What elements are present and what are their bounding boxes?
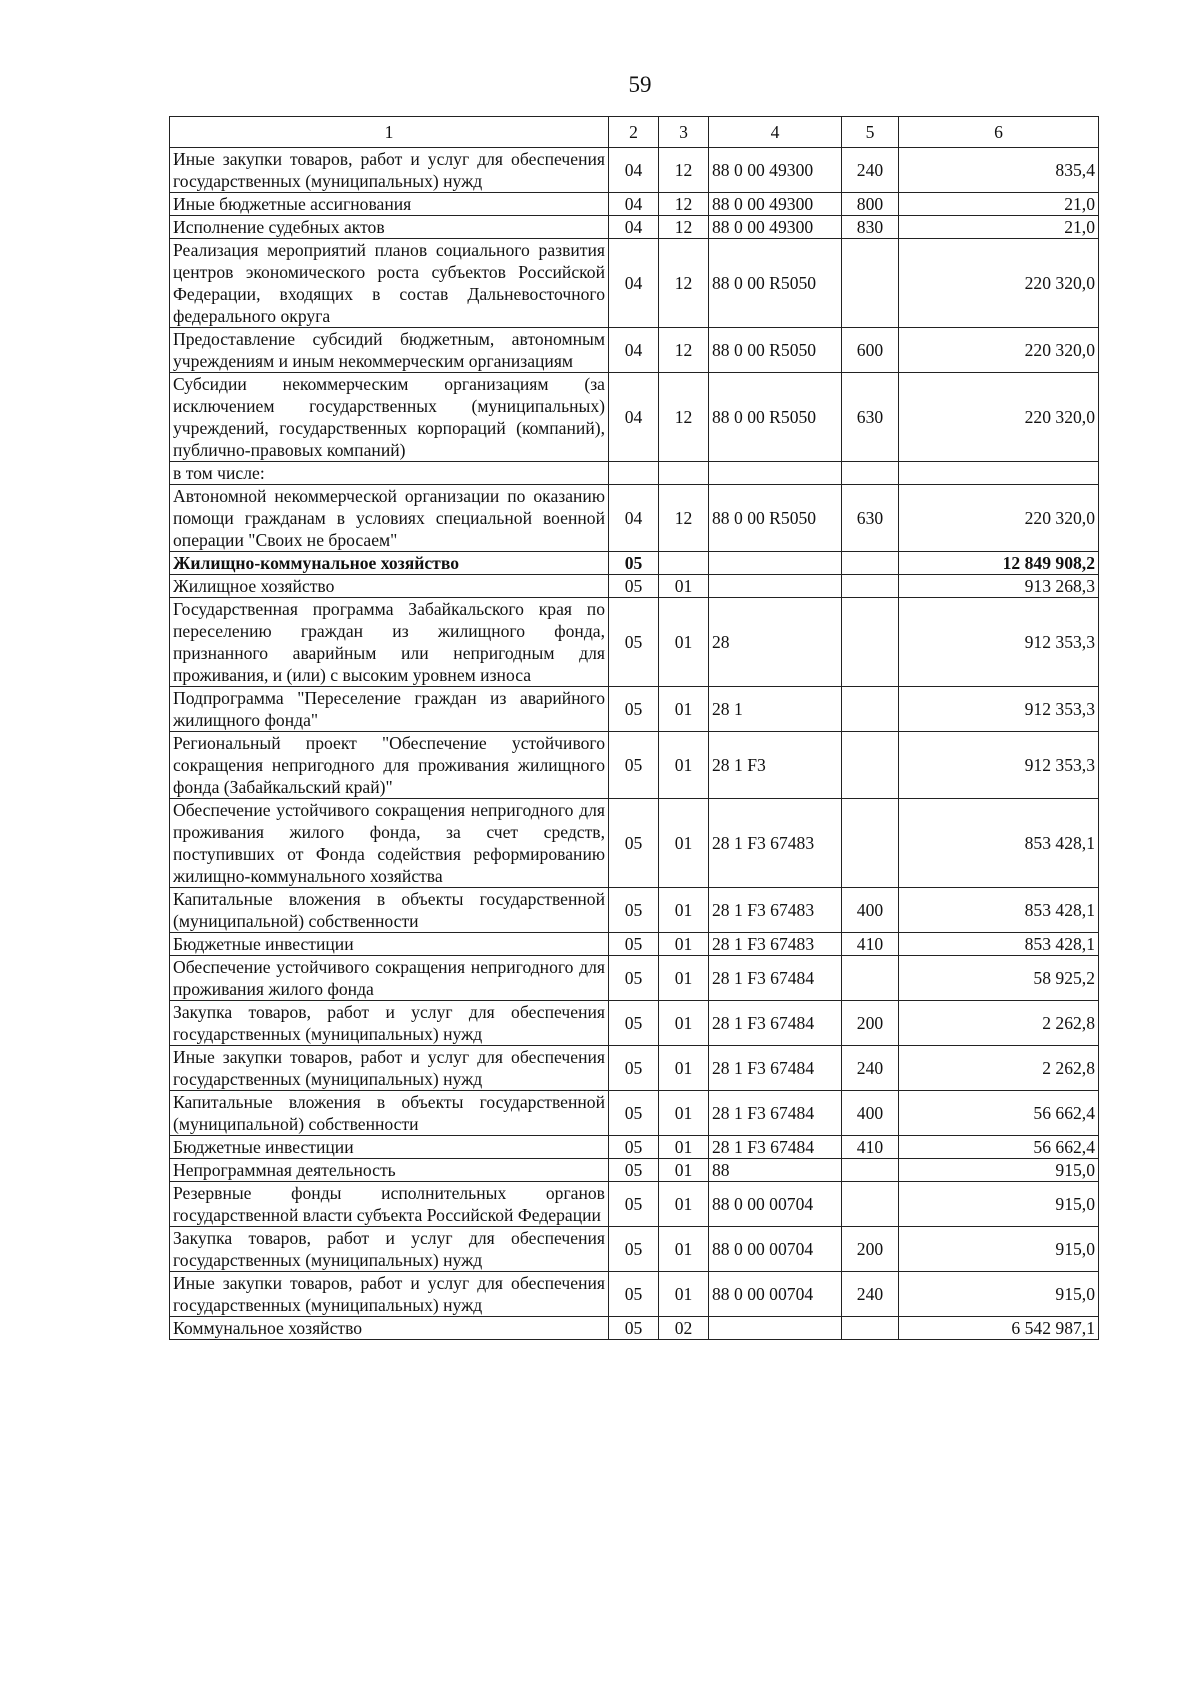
row-section-cell: 05: [609, 1001, 659, 1046]
row-code-cell: 28 1 F3 67484: [709, 1136, 842, 1159]
row-subsection-cell: 01: [659, 575, 709, 598]
table-row: [170, 575, 1099, 598]
row-amount-cell: 913 268,3: [899, 575, 1099, 598]
row-section-cell: 05: [609, 1046, 659, 1091]
row-name-cell: Обеспечение устойчивого сокращения непригодного для проживания жилого фонда: [170, 956, 609, 1001]
row-type-cell: 200: [842, 1001, 899, 1046]
row-code-cell: [709, 552, 842, 575]
row-subsection-cell: 12: [659, 373, 709, 462]
table-row: [170, 888, 1099, 933]
row-subsection-cell: 01: [659, 732, 709, 799]
row-section-cell: 04: [609, 485, 659, 552]
row-name-cell: Иные закупки товаров, работ и услуг для обеспечения государственных (муниципальных) нужд: [170, 148, 609, 193]
row-type-cell: 410: [842, 1136, 899, 1159]
table-body: [170, 148, 1099, 1340]
row-code-cell: 28 1 F3 67484: [709, 1001, 842, 1046]
row-name-cell: Резервные фонды исполнительных органов государственной власти субъекта Российской Федерации: [170, 1182, 609, 1227]
row-amount-cell: 853 428,1: [899, 888, 1099, 933]
row-type-cell: [842, 239, 899, 328]
row-amount-cell: [899, 462, 1099, 485]
row-code-cell: 88: [709, 1159, 842, 1182]
row-code-cell: 28 1 F3 67483: [709, 888, 842, 933]
row-amount-cell: 58 925,2: [899, 956, 1099, 1001]
row-section-cell: 04: [609, 193, 659, 216]
row-subsection-cell: 01: [659, 598, 709, 687]
row-code-cell: [709, 1317, 842, 1340]
table-row: [170, 216, 1099, 239]
row-code-cell: 28 1 F3 67483: [709, 799, 842, 888]
row-type-cell: 410: [842, 933, 899, 956]
row-amount-cell: 220 320,0: [899, 239, 1099, 328]
row-section-cell: 05: [609, 1182, 659, 1227]
row-section-cell: 05: [609, 552, 659, 575]
row-section-cell: 05: [609, 598, 659, 687]
row-name-cell: Закупка товаров, работ и услуг для обеспечения государственных (муниципальных) нужд: [170, 1227, 609, 1272]
table-row: [170, 1046, 1099, 1091]
row-name-cell: Субсидии некоммерческим организациям (за исключением государственных (муниципальных) учреждений, государственных корпораций (компаний), публично-правовых компаний): [170, 373, 609, 462]
row-section-cell: 05: [609, 1227, 659, 1272]
row-subsection-cell: 12: [659, 239, 709, 328]
row-section-cell: 05: [609, 575, 659, 598]
row-type-cell: 600: [842, 328, 899, 373]
budget-table: [169, 116, 1099, 1340]
row-code-cell: 88 0 00 R5050: [709, 373, 842, 462]
row-subsection-cell: 01: [659, 1182, 709, 1227]
table-row: [170, 1227, 1099, 1272]
row-subsection-cell: 12: [659, 485, 709, 552]
row-code-cell: 88 0 00 R5050: [709, 239, 842, 328]
row-amount-cell: 220 320,0: [899, 373, 1099, 462]
row-subsection-cell: 01: [659, 1159, 709, 1182]
row-section-cell: 05: [609, 933, 659, 956]
row-code-cell: 28 1: [709, 687, 842, 732]
row-type-cell: [842, 462, 899, 485]
row-section-cell: 04: [609, 328, 659, 373]
row-name-cell: Автономной некоммерческой организации по оказанию помощи гражданам в условиях специальной военной операции "Своих не бросаем": [170, 485, 609, 552]
row-amount-cell: 21,0: [899, 216, 1099, 239]
row-code-cell: 88 0 00 49300: [709, 148, 842, 193]
table-row: [170, 956, 1099, 1001]
header-col-1: 1: [170, 117, 609, 148]
row-subsection-cell: 01: [659, 956, 709, 1001]
row-name-cell: в том числе:: [170, 462, 609, 485]
row-amount-cell: 220 320,0: [899, 328, 1099, 373]
table-row: [170, 485, 1099, 552]
table-header-row: [170, 117, 1099, 148]
row-type-cell: 800: [842, 193, 899, 216]
row-subsection-cell: 12: [659, 193, 709, 216]
row-type-cell: 630: [842, 485, 899, 552]
table-row: [170, 552, 1099, 575]
row-name-cell: Региональный проект "Обеспечение устойчивого сокращения непригодного для проживания жилищного фонда (Забайкальский край)": [170, 732, 609, 799]
row-name-cell: Бюджетные инвестиции: [170, 1136, 609, 1159]
header-col-6: 6: [899, 117, 1099, 148]
row-amount-cell: 853 428,1: [899, 799, 1099, 888]
table-row: [170, 328, 1099, 373]
row-amount-cell: 6 542 987,1: [899, 1317, 1099, 1340]
row-code-cell: 28 1 F3: [709, 732, 842, 799]
row-section-cell: 04: [609, 216, 659, 239]
row-amount-cell: 912 353,3: [899, 732, 1099, 799]
row-code-cell: 88 0 00 00704: [709, 1182, 842, 1227]
row-code-cell: 28: [709, 598, 842, 687]
row-amount-cell: 12 849 908,2: [899, 552, 1099, 575]
row-type-cell: [842, 956, 899, 1001]
table-row: [170, 732, 1099, 799]
header-col-4: 4: [709, 117, 842, 148]
row-type-cell: 830: [842, 216, 899, 239]
row-name-cell: Закупка товаров, работ и услуг для обеспечения государственных (муниципальных) нужд: [170, 1001, 609, 1046]
row-amount-cell: 853 428,1: [899, 933, 1099, 956]
row-code-cell: 88 0 00 00704: [709, 1272, 842, 1317]
table-row: [170, 799, 1099, 888]
row-section-cell: 05: [609, 956, 659, 1001]
header-col-5: 5: [842, 117, 899, 148]
row-subsection-cell: 01: [659, 1001, 709, 1046]
row-code-cell: 28 1 F3 67484: [709, 1046, 842, 1091]
row-type-cell: 400: [842, 1091, 899, 1136]
row-subsection-cell: 12: [659, 328, 709, 373]
row-subsection-cell: 01: [659, 1272, 709, 1317]
table-row: [170, 687, 1099, 732]
row-code-cell: 28 1 F3 67484: [709, 1091, 842, 1136]
row-amount-cell: 915,0: [899, 1272, 1099, 1317]
row-amount-cell: 2 262,8: [899, 1046, 1099, 1091]
row-name-cell: Иные бюджетные ассигнования: [170, 193, 609, 216]
row-subsection-cell: 01: [659, 1091, 709, 1136]
row-type-cell: 240: [842, 148, 899, 193]
row-type-cell: 200: [842, 1227, 899, 1272]
row-name-cell: Обеспечение устойчивого сокращения непригодного для проживания жилого фонда, за счет средств, поступивших от Фонда содействия реформированию жилищно-коммунального хозяйства: [170, 799, 609, 888]
row-subsection-cell: 01: [659, 888, 709, 933]
row-type-cell: [842, 1159, 899, 1182]
row-type-cell: 630: [842, 373, 899, 462]
row-amount-cell: 220 320,0: [899, 485, 1099, 552]
header-col-2: 2: [609, 117, 659, 148]
row-type-cell: [842, 598, 899, 687]
row-section-cell: 05: [609, 1317, 659, 1340]
table-row: [170, 373, 1099, 462]
row-amount-cell: 912 353,3: [899, 687, 1099, 732]
row-amount-cell: 21,0: [899, 193, 1099, 216]
row-section-cell: [609, 462, 659, 485]
table-row: [170, 598, 1099, 687]
row-name-cell: Предоставление субсидий бюджетным, автономным учреждениям и иным некоммерческим организациям: [170, 328, 609, 373]
row-subsection-cell: [659, 462, 709, 485]
row-name-cell: Бюджетные инвестиции: [170, 933, 609, 956]
row-subsection-cell: 01: [659, 687, 709, 732]
row-code-cell: 88 0 00 00704: [709, 1227, 842, 1272]
row-code-cell: 88 0 00 R5050: [709, 328, 842, 373]
row-section-cell: 04: [609, 373, 659, 462]
row-name-cell: Жилищно-коммунальное хозяйство: [170, 552, 609, 575]
row-section-cell: 05: [609, 799, 659, 888]
row-subsection-cell: 12: [659, 148, 709, 193]
row-name-cell: Реализация мероприятий планов социального развития центров экономического роста субъектов Российской Федерации, входящих в состав Дальневосточного федерального округа: [170, 239, 609, 328]
table-row: [170, 1001, 1099, 1046]
row-amount-cell: 56 662,4: [899, 1091, 1099, 1136]
row-name-cell: Исполнение судебных актов: [170, 216, 609, 239]
row-name-cell: Непрограммная деятельность: [170, 1159, 609, 1182]
row-code-cell: 88 0 00 R5050: [709, 485, 842, 552]
row-type-cell: [842, 799, 899, 888]
table-row: [170, 462, 1099, 485]
row-name-cell: Государственная программа Забайкальского края по переселению граждан из жилищного фонда, признанного аварийным или непригодным для проживания, и (или) с высоким уровнем износа: [170, 598, 609, 687]
row-type-cell: 240: [842, 1272, 899, 1317]
row-section-cell: 04: [609, 239, 659, 328]
table-row: [170, 1091, 1099, 1136]
row-name-cell: Капитальные вложения в объекты государственной (муниципальной) собственности: [170, 888, 609, 933]
row-section-cell: 05: [609, 1159, 659, 1182]
table-row: [170, 148, 1099, 193]
row-amount-cell: 915,0: [899, 1182, 1099, 1227]
row-type-cell: 240: [842, 1046, 899, 1091]
row-type-cell: 400: [842, 888, 899, 933]
row-name-cell: Жилищное хозяйство: [170, 575, 609, 598]
row-code-cell: 88 0 00 49300: [709, 193, 842, 216]
row-code-cell: [709, 575, 842, 598]
row-section-cell: 05: [609, 888, 659, 933]
page-number: 59: [628, 72, 652, 97]
row-section-cell: 04: [609, 148, 659, 193]
row-name-cell: Подпрограмма "Переселение граждан из аварийного жилищного фонда": [170, 687, 609, 732]
row-subsection-cell: 02: [659, 1317, 709, 1340]
table-row: [170, 1159, 1099, 1182]
row-name-cell: Капитальные вложения в объекты государственной (муниципальной) собственности: [170, 1091, 609, 1136]
row-subsection-cell: 01: [659, 799, 709, 888]
row-section-cell: 05: [609, 1272, 659, 1317]
row-type-cell: [842, 687, 899, 732]
row-subsection-cell: 01: [659, 933, 709, 956]
row-name-cell: Коммунальное хозяйство: [170, 1317, 609, 1340]
row-amount-cell: 912 353,3: [899, 598, 1099, 687]
row-code-cell: [709, 462, 842, 485]
row-subsection-cell: 01: [659, 1227, 709, 1272]
row-code-cell: 88 0 00 49300: [709, 216, 842, 239]
row-amount-cell: 56 662,4: [899, 1136, 1099, 1159]
row-name-cell: Иные закупки товаров, работ и услуг для обеспечения государственных (муниципальных) нужд: [170, 1272, 609, 1317]
row-amount-cell: 835,4: [899, 148, 1099, 193]
row-subsection-cell: 12: [659, 216, 709, 239]
table-row: [170, 1136, 1099, 1159]
row-type-cell: [842, 552, 899, 575]
row-type-cell: [842, 575, 899, 598]
row-subsection-cell: 01: [659, 1136, 709, 1159]
row-type-cell: [842, 1317, 899, 1340]
row-code-cell: 28 1 F3 67483: [709, 933, 842, 956]
row-amount-cell: 2 262,8: [899, 1001, 1099, 1046]
row-code-cell: 28 1 F3 67484: [709, 956, 842, 1001]
row-amount-cell: 915,0: [899, 1227, 1099, 1272]
table-row: [170, 933, 1099, 956]
row-amount-cell: 915,0: [899, 1159, 1099, 1182]
row-section-cell: 05: [609, 732, 659, 799]
row-name-cell: Иные закупки товаров, работ и услуг для обеспечения государственных (муниципальных) нужд: [170, 1046, 609, 1091]
row-type-cell: [842, 1182, 899, 1227]
header-col-3: 3: [659, 117, 709, 148]
row-section-cell: 05: [609, 1136, 659, 1159]
table-row: [170, 1272, 1099, 1317]
table-row: [170, 193, 1099, 216]
row-section-cell: 05: [609, 1091, 659, 1136]
row-type-cell: [842, 732, 899, 799]
row-section-cell: 05: [609, 687, 659, 732]
table-row: [170, 1182, 1099, 1227]
table-row: [170, 239, 1099, 328]
row-subsection-cell: [659, 552, 709, 575]
row-subsection-cell: 01: [659, 1046, 709, 1091]
table-row: [170, 1317, 1099, 1340]
